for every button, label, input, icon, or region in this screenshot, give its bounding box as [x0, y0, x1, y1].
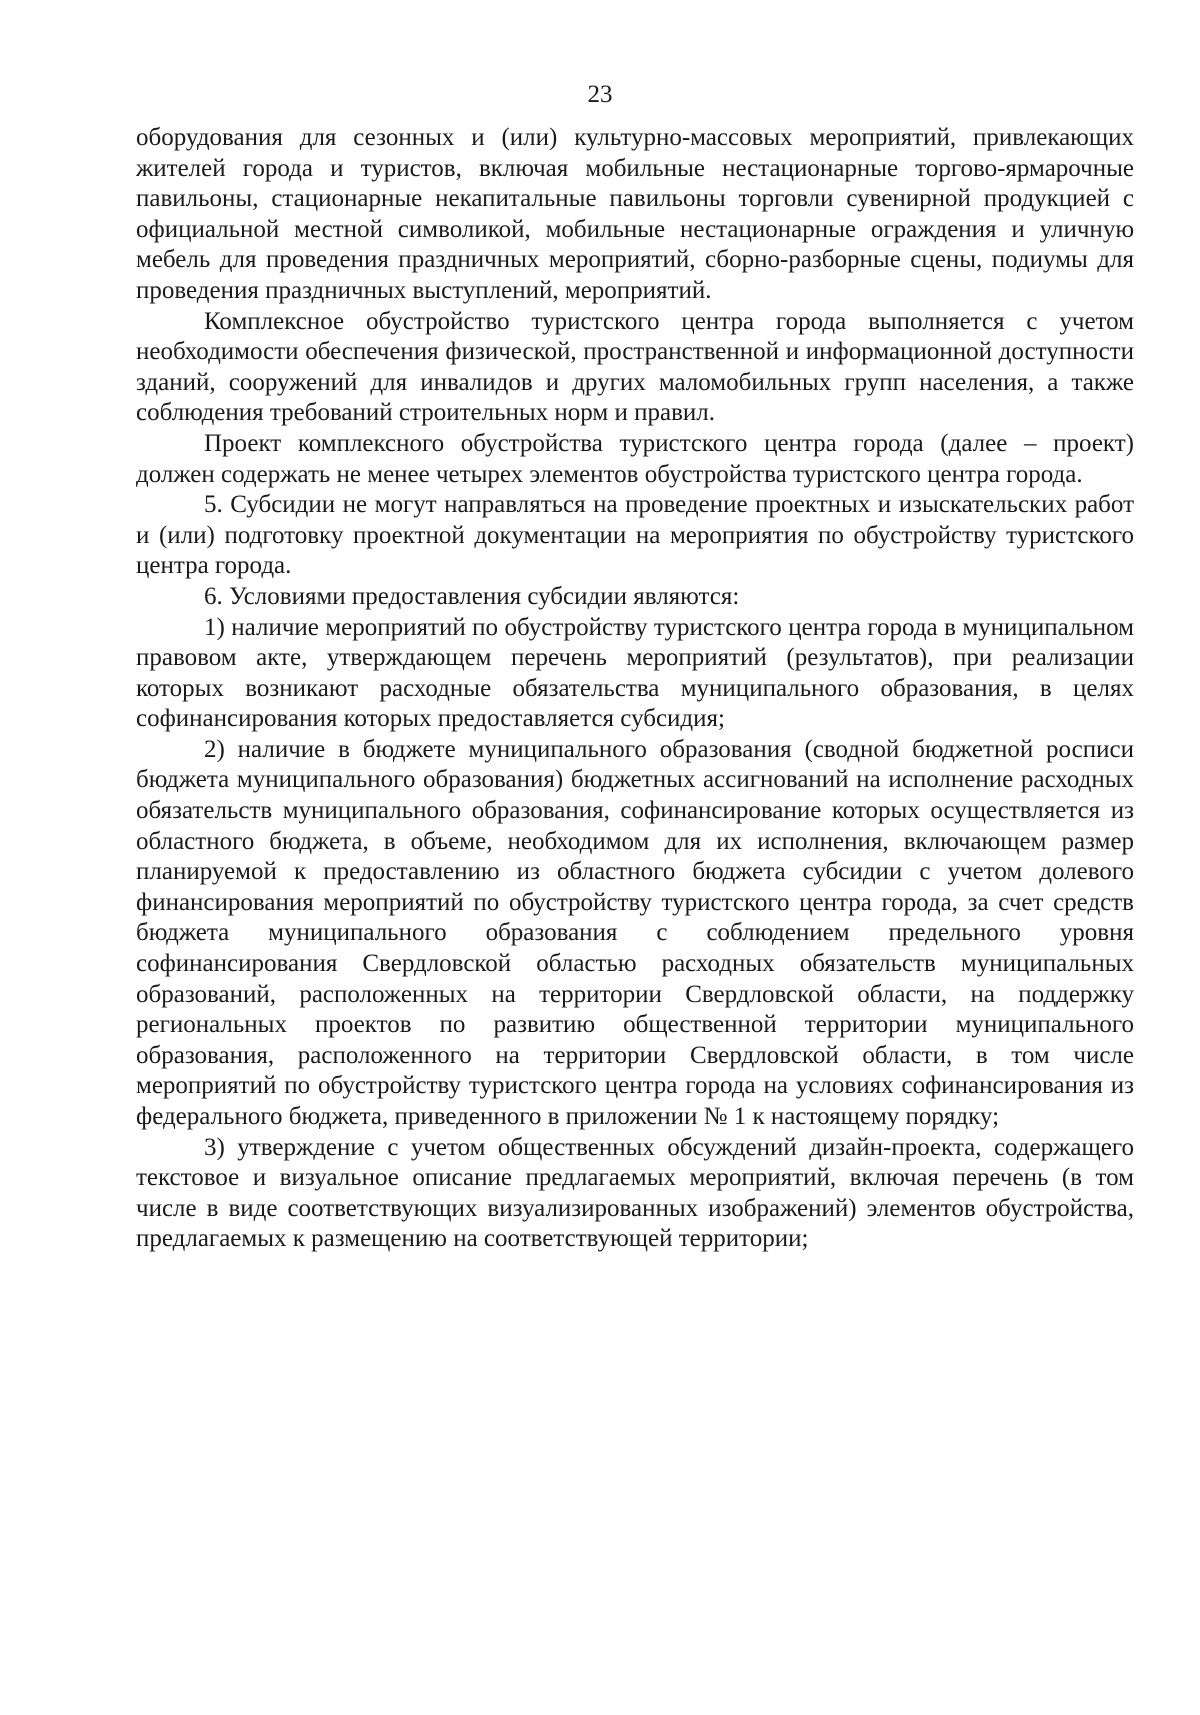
clause-5: 5. Субсидии не могут направляться на проведение проектных и изыскательских работ и (или) подготовку проектной документации на мероприятия по обустройству туристского центра города. [136, 491, 1134, 580]
page-number: 23 [587, 81, 613, 108]
clause-6-item-3: 3) утверждение с учетом общественных обсуждений дизайн-проекта, содержащего текстовое и визуальное описание предлагаемых мероприятий, включая перечень (в том числе в виде соответствующих визуализированных изображений) элементов обустройства, предлагаемых к размещению на соответствующей территории; [136, 1133, 1134, 1253]
paragraph-continued: оборудования для сезонных и (или) культурно-массовых мероприятий, привлекающих жителей города и туристов, включая мобильные нестационарные торгово-ярмарочные павильоны, стационарные некапитальные павильоны торговли сувенирной продукцией с официальной местной символикой, мобильные нестационарные ограждения и уличную мебель для проведения праздничных мероприятий, сборно-разборные сцены, подиумы для проведения праздничных выступлений, мероприятий. [136, 124, 1134, 304]
clause-6-item-2: 2) наличие в бюджете муниципального образования (сводной бюджетной росписи бюджета муниципального образования) бюджетных ассигнований на исполнение расходных обязательств муниципального образования, софинансирование которых осуществляется из областного бюджета, в объеме, необходимом для их исполнения, включающем размер планируемой к предоставлению из областного бюджета субсидии с учетом долевого финансирования мероприятий по обустройству туристского центра города, за счет средств бюджета муниципального образования с соблюдением предельного уровня софинансирования Свердловской областью расходных обязательств муниципальных образований, расположенных на территории Свердловской области, на поддержку региональных проектов по развитию общественной территории муниципального образования, расположенного на территории Свердловской области, в том числе мероприятий по обустройству туристского центра города на условиях софинансирования из федерального бюджета, приведенного в приложении № 1 к настоящему порядку; [136, 735, 1134, 1130]
clause-6-item-1: 1) наличие мероприятий по обустройству туристского центра города в муниципальном правовом акте, утверждающем перечень мероприятий (результатов), при реализации которых возникают расходные обязательства муниципального образования, в целях софинансирования которых предоставляется субсидия; [136, 613, 1134, 733]
clause-6: 6. Условиями предоставления субсидии являются: [204, 582, 740, 610]
paragraph-accessibility: Комплексное обустройство туристского центра города выполняется с учетом необходимости обеспечения физической, пространственной и информационной доступности зданий, сооружений для инвалидов и других маломобильных групп населения, а также соблюдения требований строительных норм и правил. [136, 307, 1134, 427]
paragraph-project: Проект комплексного обустройства туристского центра города (далее – проект) должен содержать не менее четырех элементов обустройства туристского центра города. [136, 429, 1134, 488]
document-body [136, 123, 1134, 1255]
